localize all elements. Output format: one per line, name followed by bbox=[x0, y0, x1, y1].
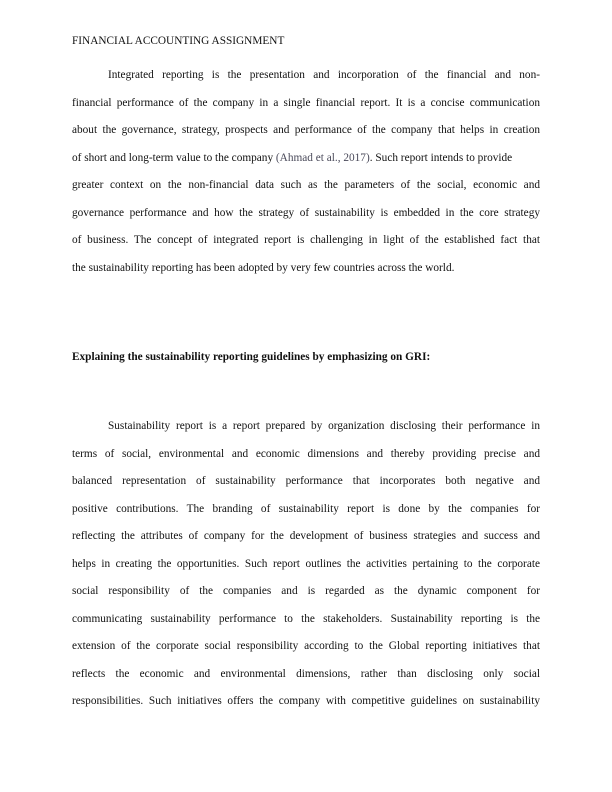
text-fragment: of short and long-term value to the company bbox=[72, 151, 276, 164]
text-line: balanced representation of sustainability performance that incorporates both negative and bbox=[72, 475, 540, 487]
text-line: responsibilities. Such initiatives offers the company with competitive guidelines on sustainability bbox=[72, 695, 540, 707]
page-header: FINANCIAL ACCOUNTING ASSIGNMENT bbox=[72, 35, 285, 47]
text-line: social responsibility of the companies and is regarded as the dynamic component for bbox=[72, 585, 540, 597]
text-line: positive contributions. The branding of sustainability report is done by the companies for bbox=[72, 502, 540, 515]
text-line bbox=[72, 145, 540, 173]
text-line: extension of the corporate social responsibility according to the Global reporting initiatives that bbox=[72, 640, 540, 652]
paragraph-sustainability-report bbox=[72, 413, 540, 716]
text-line: of business. The concept of integrated report is challenging in light of the established fact that bbox=[72, 234, 540, 246]
text-line: greater context on the non-financial data such as the parameters of the social, economic and bbox=[72, 179, 540, 191]
paragraph-integrated-reporting bbox=[72, 62, 540, 282]
text-line: Integrated reporting is the presentation and incorporation of the financial and non- bbox=[108, 69, 540, 81]
text-line: reflecting the attributes of company for the development of business strategies and success and bbox=[72, 530, 540, 542]
text-fragment: . Such report intends to provide bbox=[369, 151, 513, 164]
text-line: governance performance and how the strategy of sustainability is embedded in the core strategy bbox=[72, 206, 540, 219]
text-line: the sustainability reporting has been adopted by very few countries across the world. bbox=[72, 261, 455, 274]
text-line: helps in creating the opportunities. Such report outlines the activities pertaining to the corporate bbox=[72, 557, 540, 570]
text-line: terms of social, environmental and economic dimensions and thereby providing precise and bbox=[72, 447, 540, 460]
text-line: reflects the economic and environmental dimensions, rather than disclosing only social bbox=[72, 667, 540, 680]
text-line: financial performance of the company in a single financial report. It is a concise communication bbox=[72, 96, 540, 109]
citation: (Ahmad et al., 2017) bbox=[275, 151, 370, 164]
text-line: Sustainability report is a report prepared by organization disclosing their performance in bbox=[108, 420, 540, 432]
text-line: about the governance, strategy, prospects and performance of the company that helps in creation bbox=[72, 124, 540, 136]
section-heading: Explaining the sustainability reporting guidelines by emphasizing on GRI: bbox=[72, 351, 431, 363]
text-line: communicating sustainability performance to the stakeholders. Sustainability reporting is the bbox=[72, 612, 540, 625]
